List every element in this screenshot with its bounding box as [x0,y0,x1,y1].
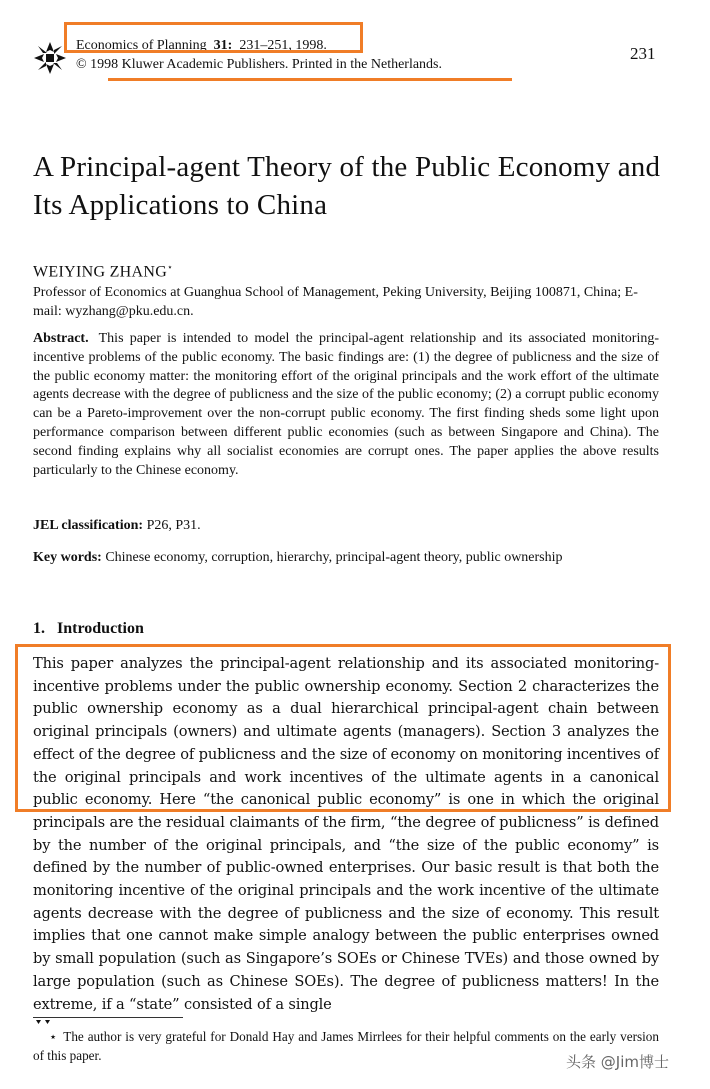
journal-volume: 31: [213,38,233,53]
keywords-label: Key words: [33,550,102,565]
abstract-text: This paper is intended to model the principal-agent relationship and its associated monitoring-incentive problems of the public economy. The basic findings are: (1) the degree of publicness and the size of the public economy matter: the monitoring effort of the original principals and the work effort of the ultimate agents decrease with the degree of publicness and the size of the public economy; (2) a corrupt public economy can be a Pareto-improvement over the non-corrupt public economy. The first finding sheds some light upon performance comparison between different public economies (such as between Singapore and China). The second finding explains why all socialist economies are corrupt ones. The paper applies the above results particularly to the Chinese economy. [33,331,659,478]
keywords-value: Chinese economy, corruption, hierarchy, principal-agent theory, public ownership [105,550,563,565]
copyright-line: © 1998 Kluwer Academic Publishers. Printed in the Netherlands. [76,57,443,72]
abstract-label: Abstract. [33,331,89,346]
abstract [33,330,659,480]
watermark: 头条 @Jim博士 [566,1053,669,1071]
paper-title: A Principal-agent Theory of the Public Economy and Its Applications to China [33,151,661,221]
author-affiliation: Professor of Economics at Guanghua School of Management, Peking University, Beijing 100871, China; E-mail: wyzhang@pku.edu.cn. [33,285,638,319]
introduction-body: This paper analyzes the principal-agent relationship and its associated monitoring-incentive problems under the public ownership economy. Section 2 characterizes the public ownership economy as a dual hierarchical principal-agent chain between original principals (owners) and ultimate agents (managers). Section 3 analyzes the effect of the degree of publicness and the size of economy on monitoring incentives of the original principals and work incentives of the ultimate agents in a canonical public economy. Here “the canonical public economy” is one in which the original principals are the residual claimants of the firm, “the degree of publicness” is defined by the number of the original principals, and “the size of the public economy” is defined by the number of public-owned enterprises. Our basic result is that both the monitoring incentive of the original principals and the work incentive of the ultimate agents decrease with the degree of publicness and the size of economy. This result implies that one cannot make simple analogy between the public enterprises owned by small population (such as Singapore’s SOEs or Chinese TVEs) and those owned by large population (such as Chinese SOEs). The degree of publicness matters! In the extreme, if a “state” consisted of a single [33,655,659,1013]
author-name [33,262,173,281]
journal-name: Economics of Planning [76,38,207,53]
footnote-mark: ⋆ [49,1029,58,1044]
section-heading [33,620,144,638]
author-name-text: WEIYING ZHANG [33,263,168,281]
keywords [33,550,563,566]
highlight-underline-copyright [108,78,512,81]
footnote-text: The author is very grateful for Donald Hay and James Mirrlees for their helpful comments on the early version of this paper. [33,1029,659,1063]
jel-classification [33,518,201,534]
jel-value: P26, P31. [146,518,201,533]
section-number: 1. [33,620,45,637]
author-footnote-mark: ⋆ [167,262,174,272]
highlight-box-introduction [15,644,671,812]
journal-pages-year: 231–251, 1998. [239,38,327,53]
page-number: 231 [630,44,656,63]
publisher-logo-icon [33,40,67,76]
highlight-box-citation [64,22,363,53]
section-title: Introduction [57,620,144,637]
jel-label: JEL classification: [33,518,144,533]
footnote-rule [33,1017,183,1018]
